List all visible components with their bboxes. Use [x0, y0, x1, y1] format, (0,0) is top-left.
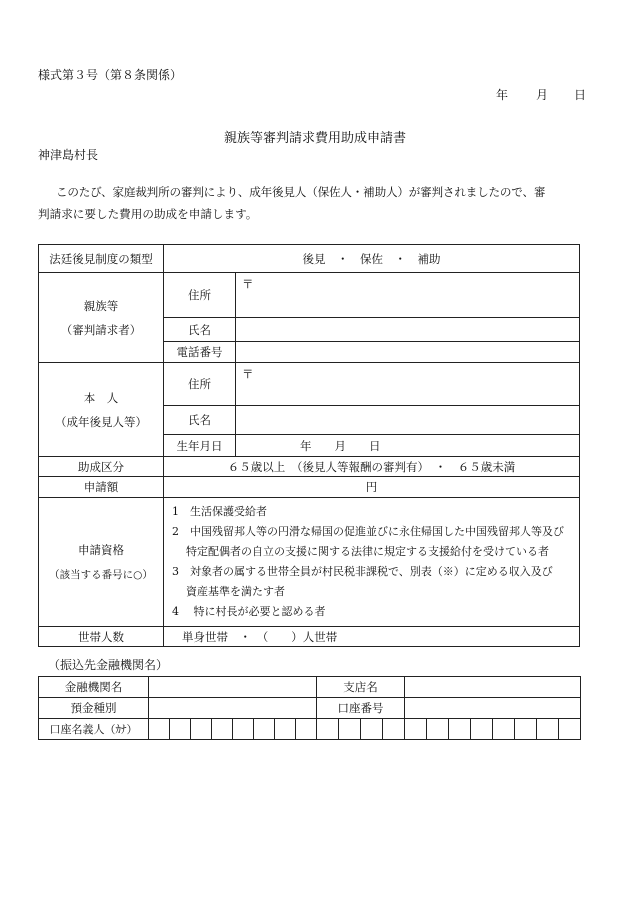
date-year: 年	[496, 88, 509, 102]
form-number: 様式第３号（第８条関係）	[38, 68, 183, 82]
holder-char-cell[interactable]	[275, 719, 296, 740]
qualification-label-sub: （該当する番号に○）	[49, 568, 153, 581]
relative-label-main: 親族等	[83, 298, 119, 313]
date-month: 月	[536, 88, 549, 102]
account-number-field[interactable]	[405, 698, 581, 719]
person-name-field[interactable]	[236, 406, 580, 435]
document-title: 親族等審判請求費用助成申請書	[223, 131, 406, 146]
holder-char-cell[interactable]	[537, 719, 559, 740]
relative-address-field[interactable]	[236, 273, 580, 318]
bank-table	[38, 676, 581, 740]
deposit-type-label: 預金種別	[39, 698, 149, 719]
qualification-label-main: 申請資格	[78, 542, 124, 557]
holder-char-cell[interactable]	[170, 719, 191, 740]
relative-label-sub: （審判請求者）	[60, 322, 142, 337]
holder-char-cell[interactable]	[317, 719, 339, 740]
qual-item-3[interactable]: 3 対象者の属する世帯全員が村民税非課税で、別表（※）に定める収入及び	[172, 565, 553, 578]
holder-char-cell[interactable]	[471, 719, 493, 740]
holder-char-cell[interactable]	[449, 719, 471, 740]
deposit-type-field[interactable]	[149, 698, 317, 719]
intro-line-1: このたび、家庭裁判所の審判により、成年後見人（保佐人・補助人）が審判されましたので、審	[56, 185, 546, 199]
relative-phone-label: 電話番号	[164, 342, 236, 363]
qual-item-1[interactable]: 1 生活保護受給者	[172, 505, 267, 518]
holder-char-cell[interactable]	[383, 719, 405, 740]
institution-label: 金融機関名	[39, 677, 149, 698]
amount-label: 申請額	[39, 477, 164, 498]
holder-char-cell[interactable]	[233, 719, 254, 740]
holder-char-cell[interactable]	[212, 719, 233, 740]
type-label: 法廷後見制度の類型	[39, 245, 164, 273]
person-name-label: 氏名	[164, 406, 236, 435]
relative-label	[39, 273, 164, 363]
qual-item-4[interactable]: 4 特に村長が必要と認める者	[172, 605, 326, 618]
person-address-label: 住所	[164, 363, 236, 406]
qual-item-3-cont: 資産基準を満たす者	[186, 585, 285, 598]
person-label-main: 本 人	[83, 390, 119, 405]
holder-char-cell[interactable]	[254, 719, 275, 740]
holder-char-cell[interactable]	[515, 719, 537, 740]
branch-field[interactable]	[405, 677, 581, 698]
birth-label: 生年月日	[164, 435, 236, 457]
recipient: 神津島村長	[38, 148, 99, 162]
holder-char-cell[interactable]	[149, 719, 170, 740]
relative-name-label: 氏名	[164, 318, 236, 342]
qualification-options[interactable]	[164, 498, 580, 627]
household-options[interactable]: 単身世帯 ・ （ ）人世帯	[164, 627, 580, 647]
person-zip-mark: 〒	[242, 367, 254, 381]
account-number-label: 口座番号	[317, 698, 405, 719]
person-address-field[interactable]	[236, 363, 580, 406]
holder-char-cell[interactable]	[493, 719, 515, 740]
holder-char-cell[interactable]	[296, 719, 317, 740]
relative-name-field[interactable]	[236, 318, 580, 342]
holder-char-cell[interactable]	[191, 719, 212, 740]
person-label	[39, 363, 164, 457]
subsidy-label: 助成区分	[39, 457, 164, 477]
holder-char-cell[interactable]	[361, 719, 383, 740]
application-form-table	[38, 244, 580, 647]
holder-char-cell[interactable]	[427, 719, 449, 740]
branch-label: 支店名	[317, 677, 405, 698]
intro-line-2: 判請求に要した費用の助成を申請します。	[38, 207, 258, 221]
qual-item-2-cont: 特定配偶者の自立の支援に関する法律に規定する支援給付を受けている者	[186, 545, 549, 558]
account-holder-label: 口座名義人（ｶﾅ）	[39, 719, 149, 740]
household-label: 世帯人数	[39, 627, 164, 647]
type-options[interactable]: 後見 ・ 保佐 ・ 補助	[164, 245, 580, 273]
holder-char-cell[interactable]	[339, 719, 361, 740]
subsidy-options[interactable]: ６５歳以上 （後見人等報酬の審判有） ・ ６５歳未満	[164, 457, 580, 477]
institution-field[interactable]	[149, 677, 317, 698]
holder-char-cell[interactable]	[559, 719, 581, 740]
amount-field[interactable]: 円	[164, 477, 580, 498]
bank-section-label: （振込先金融機関名）	[48, 658, 169, 672]
person-label-sub: （成年後見人等）	[55, 414, 147, 429]
relative-zip-mark: 〒	[242, 277, 254, 291]
relative-phone-field[interactable]	[236, 342, 580, 363]
holder-char-cell[interactable]	[405, 719, 427, 740]
relative-address-label: 住所	[164, 273, 236, 318]
date-day: 日	[574, 88, 587, 102]
birth-date-field[interactable]: 年 月 日	[236, 435, 580, 457]
qual-item-2[interactable]: 2 中国残留邦人等の円滑な帰国の促進並びに永住帰国した中国残留邦人等及び	[172, 525, 564, 538]
qualification-label	[39, 498, 164, 627]
